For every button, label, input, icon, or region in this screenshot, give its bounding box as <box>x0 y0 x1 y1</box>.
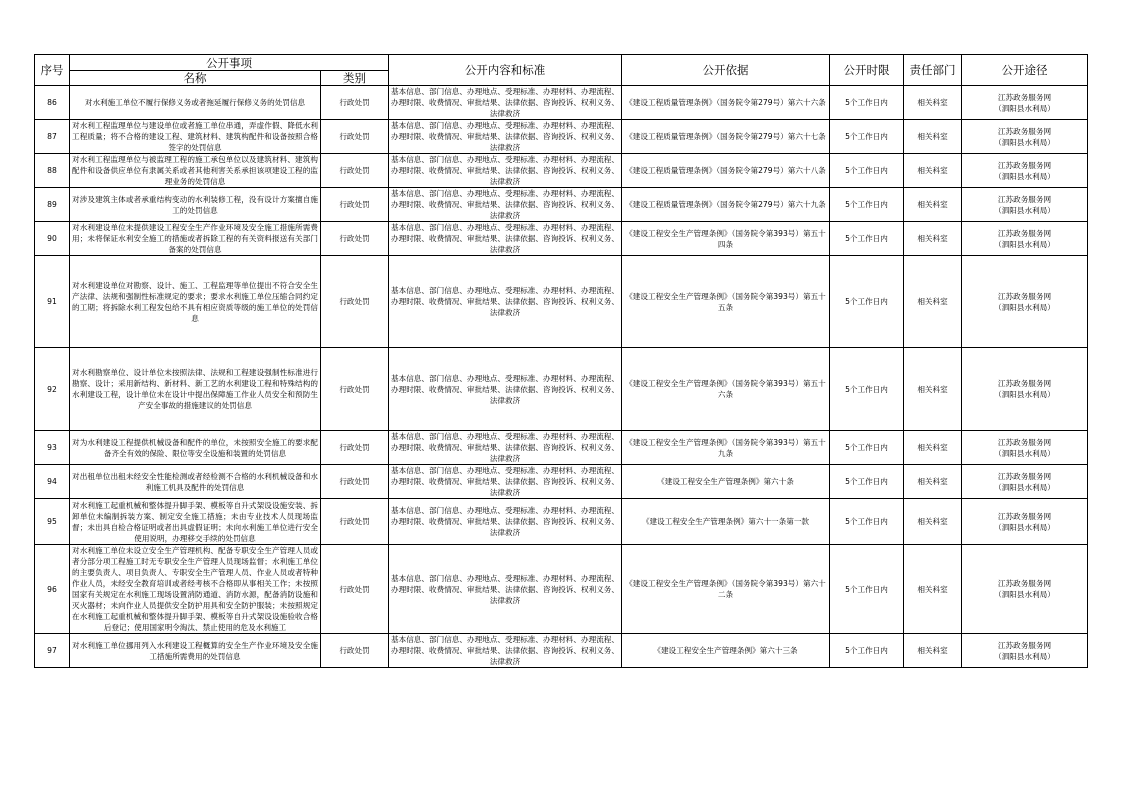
row-channel-agency: （泗阳县水利局） <box>994 390 1055 399</box>
row-channel-site: 江苏政务服务网 <box>997 126 1052 136</box>
row-type: 行政处罚 <box>321 256 389 348</box>
row-time-limit: 5个工作日内 <box>830 188 904 222</box>
row-type: 行政处罚 <box>321 222 389 256</box>
row-seq: 95 <box>35 499 70 545</box>
header-name: 名称 <box>70 71 321 86</box>
row-department: 相关科室 <box>904 465 962 499</box>
table-row <box>35 222 1088 256</box>
row-content <box>389 431 622 465</box>
row-content-text: 基本信息、部门信息、办理地点、受理标准、办理材料、办理流程、办理时限、收费情况、审批结果、法律依据、咨询投诉、权利义务、法律救济 <box>391 635 619 666</box>
row-time-limit: 5个工作日内 <box>830 545 904 634</box>
row-channel <box>962 545 1088 634</box>
row-name <box>70 256 321 348</box>
row-seq: 94 <box>35 465 70 499</box>
row-time-limit: 5个工作日内 <box>830 431 904 465</box>
row-content <box>389 465 622 499</box>
row-name-text: 对水利施工单位不履行保修义务或者拖延履行保修义务的处罚信息 <box>84 98 306 107</box>
row-seq: 86 <box>35 86 70 120</box>
row-type: 行政处罚 <box>321 431 389 465</box>
row-content <box>389 545 622 634</box>
row-channel-agency: （泗阳县水利局） <box>994 651 1055 661</box>
row-channel <box>962 256 1088 348</box>
table-row <box>35 188 1088 222</box>
row-time-limit: 5个工作日内 <box>830 222 904 256</box>
row-name-text: 对水利建设单位对勘察、设计、施工、工程监理等单位提出不符合安全生产法律、法规和强制性标准规定的要求；要求水利施工单位压缩合同约定的工期；将拆除水利工程发包给不具有相应资质等级的施工单位的处罚信息 <box>72 280 318 323</box>
row-channel <box>962 222 1088 256</box>
row-type: 行政处罚 <box>321 499 389 545</box>
row-channel-site: 江苏政务服务网 <box>997 579 1052 588</box>
row-time-limit: 5个工作日内 <box>830 499 904 545</box>
row-time-limit: 5个工作日内 <box>830 86 904 120</box>
row-name-text: 对出租单位出租未经安全性能检测或者经检测不合格的水利机械设备和水利施工机具及配件的处罚信息 <box>72 471 318 492</box>
row-name <box>70 188 321 222</box>
row-name <box>70 86 321 120</box>
row-type: 行政处罚 <box>321 86 389 120</box>
row-time-limit: 5个工作日内 <box>830 154 904 188</box>
row-channel-agency: （泗阳县水利局） <box>994 522 1055 532</box>
row-name <box>70 120 321 154</box>
row-department: 相关科室 <box>904 154 962 188</box>
row-channel-agency: （泗阳县水利局） <box>994 448 1055 458</box>
row-time-limit: 5个工作日内 <box>830 120 904 154</box>
table-header <box>35 55 1088 86</box>
row-department: 相关科室 <box>904 86 962 120</box>
row-content-text: 基本信息、部门信息、办理地点、受理标准、办理材料、办理流程、办理时限、收费情况、审批结果、法律依据、咨询投诉、权利义务、法律救济 <box>391 286 619 317</box>
header-basis: 公开依据 <box>622 55 830 86</box>
row-department: 相关科室 <box>904 222 962 256</box>
row-content-text: 基本信息、部门信息、办理地点、受理标准、办理材料、办理流程、办理时限、收费情况、审批结果、法律依据、咨询投诉、权利义务、法律救济 <box>391 506 619 537</box>
row-channel-site: 江苏政务服务网 <box>997 379 1052 388</box>
header-matter: 公开事项 <box>70 55 389 71</box>
row-content <box>389 154 622 188</box>
row-name <box>70 465 321 499</box>
row-type: 行政处罚 <box>321 188 389 222</box>
row-content-text: 基本信息、部门信息、办理地点、受理标准、办理材料、办理流程、办理时限、收费情况、审批结果、法律依据、咨询投诉、权利义务、法律救济 <box>391 573 619 605</box>
row-name <box>70 222 321 256</box>
row-basis: 《建设工程安全生产管理条例》第六十条 <box>622 465 830 499</box>
row-content-text: 基本信息、部门信息、办理地点、受理标准、办理材料、办理流程、办理时限、收费情况、审批结果、法律依据、咨询投诉、权利义务、法律救济 <box>391 466 619 497</box>
table-row <box>35 256 1088 348</box>
row-time-limit: 5个工作日内 <box>830 634 904 668</box>
row-department: 相关科室 <box>904 499 962 545</box>
row-seq: 88 <box>35 154 70 188</box>
row-content <box>389 256 622 348</box>
disclosure-table <box>34 54 1088 668</box>
row-department: 相关科室 <box>904 431 962 465</box>
row-channel <box>962 499 1088 545</box>
row-channel-site: 江苏政务服务网 <box>997 92 1052 102</box>
table-row <box>35 154 1088 188</box>
row-department: 相关科室 <box>904 120 962 154</box>
row-name-text: 对涉及建筑主体或者承重结构变动的水利装修工程，没有设计方案擅自施工的处罚信息 <box>72 194 318 215</box>
row-channel <box>962 465 1088 499</box>
row-type: 行政处罚 <box>321 348 389 431</box>
row-content-text: 基本信息、部门信息、办理地点、受理标准、办理材料、办理流程、办理时限、收费情况、审批结果、法律依据、咨询投诉、权利义务、法律救济 <box>391 223 619 254</box>
header-channel: 公开途径 <box>962 55 1088 86</box>
row-basis: 《建设工程安全生产管理条例》第六十三条 <box>622 634 830 668</box>
row-time-limit: 5个工作日内 <box>830 256 904 348</box>
row-seq: 89 <box>35 188 70 222</box>
table-row <box>35 120 1088 154</box>
row-basis: 《建设工程质量管理条例》（国务院令第279号）第六十七条 <box>622 120 830 154</box>
row-type: 行政处罚 <box>321 120 389 154</box>
row-name-text: 对水利施工单位未设立安全生产管理机构、配备专职安全生产管理人员或者分部分项工程施工时无专职安全生产管理人员现场监督；水利施工单位的主要负责人、项目负责人、专职安全生产管理人员、作业人员或者特种作业人员，未经安全教育培训或者经考核不合格即从事相关工作；未按照国家有关规定在水利施工现场设置消防通道、消防水源，配备消防设施和灭火器材；未向作业人员提供安全防护用具和安全防护服装；未按照规定在水利施工起重机械和整体提升脚手架、模板等自升式架设设施验收合格后登记；使用国家明令淘汰、禁止使用的危及水利施工 <box>72 546 318 632</box>
row-seq: 91 <box>35 256 70 348</box>
row-name-text: 对水利工程监理单位与被监理工程的施工承包单位以及建筑材料、建筑构配件和设备供应单位有隶属关系或者其他利害关系承担该项建设工程的监理业务的处罚信息 <box>72 155 318 186</box>
row-channel-agency: （泗阳县水利局） <box>994 302 1055 312</box>
row-channel <box>962 431 1088 465</box>
header-department: 责任部门 <box>904 55 962 86</box>
row-channel-agency: （泗阳县水利局） <box>994 590 1055 599</box>
row-channel-site: 江苏政务服务网 <box>997 194 1052 204</box>
table-row <box>35 86 1088 120</box>
table-row <box>35 499 1088 545</box>
row-channel <box>962 154 1088 188</box>
row-channel-site: 江苏政务服务网 <box>997 640 1052 650</box>
table-row <box>35 634 1088 668</box>
row-name-text: 对为水利建设工程提供机械设备和配件的单位，未按照安全施工的要求配备齐全有效的保险、限位等安全设施和装置的处罚信息 <box>72 437 318 458</box>
header-content: 公开内容和标准 <box>389 55 622 86</box>
row-content-text: 基本信息、部门信息、办理地点、受理标准、办理材料、办理流程、办理时限、收费情况、审批结果、法律依据、咨询投诉、权利义务、法律救济 <box>391 155 619 186</box>
row-department: 相关科室 <box>904 348 962 431</box>
row-time-limit: 5个工作日内 <box>830 465 904 499</box>
row-channel <box>962 120 1088 154</box>
table-row <box>35 431 1088 465</box>
row-department: 相关科室 <box>904 545 962 634</box>
row-channel-site: 江苏政务服务网 <box>997 160 1052 170</box>
row-name-text: 对水利建设单位未提供建设工程安全生产作业环境及安全施工措施所需费用；未将保证水利安全施工的措施或者拆除工程的有关资料报送有关部门备案的处罚信息 <box>72 223 318 254</box>
row-content <box>389 348 622 431</box>
row-channel <box>962 348 1088 431</box>
row-name-text: 对水利施工起重机械和整体提升脚手架、模板等自升式架设设施安装、拆卸单位未编制拆装方案、制定安全施工措施；未由专业技术人员现场监督；未出具自检合格证明或者出具虚假证明；未向水利施工单位进行安全使用说明，办理移交手续的处罚信息 <box>72 500 318 543</box>
row-name <box>70 634 321 668</box>
row-content-text: 基本信息、部门信息、办理地点、受理标准、办理材料、办理流程、办理时限、收费情况、审批结果、法律依据、咨询投诉、权利义务、法律救济 <box>391 87 619 118</box>
row-name <box>70 499 321 545</box>
row-channel-agency: （泗阳县水利局） <box>994 137 1055 147</box>
row-channel-agency: （泗阳县水利局） <box>994 171 1055 181</box>
row-basis: 《建设工程安全生产管理条例》（国务院令第393号）第五十九条 <box>622 431 830 465</box>
row-channel-site: 江苏政务服务网 <box>997 291 1052 301</box>
row-name <box>70 431 321 465</box>
row-type: 行政处罚 <box>321 465 389 499</box>
row-basis: 《建设工程安全生产管理条例》（国务院令第393号）第五十四条 <box>622 222 830 256</box>
table-row <box>35 348 1088 431</box>
row-type: 行政处罚 <box>321 154 389 188</box>
row-content-text: 基本信息、部门信息、办理地点、受理标准、办理材料、办理流程、办理时限、收费情况、审批结果、法律依据、咨询投诉、权利义务、法律救济 <box>391 432 619 463</box>
row-seq: 92 <box>35 348 70 431</box>
row-seq: 93 <box>35 431 70 465</box>
row-type: 行政处罚 <box>321 634 389 668</box>
row-seq: 97 <box>35 634 70 668</box>
row-department: 相关科室 <box>904 188 962 222</box>
row-content <box>389 188 622 222</box>
table-row <box>35 545 1088 634</box>
row-content-text: 基本信息、部门信息、办理地点、受理标准、办理材料、办理流程、办理时限、收费情况、审批结果、法律依据、咨询投诉、权利义务、法律救济 <box>391 373 619 405</box>
row-channel <box>962 634 1088 668</box>
header-time-limit: 公开时限 <box>830 55 904 86</box>
row-content <box>389 222 622 256</box>
row-content-text: 基本信息、部门信息、办理地点、受理标准、办理材料、办理流程、办理时限、收费情况、审批结果、法律依据、咨询投诉、权利义务、法律救济 <box>391 121 619 152</box>
row-channel-agency: （泗阳县水利局） <box>994 205 1055 215</box>
row-content <box>389 120 622 154</box>
row-name <box>70 154 321 188</box>
row-seq: 90 <box>35 222 70 256</box>
table-body <box>35 86 1088 668</box>
row-channel-agency: （泗阳县水利局） <box>994 103 1055 113</box>
row-name <box>70 348 321 431</box>
row-seq: 87 <box>35 120 70 154</box>
row-channel-agency: （泗阳县水利局） <box>994 482 1055 492</box>
row-department: 相关科室 <box>904 634 962 668</box>
row-basis: 《建设工程安全生产管理条例》第六十一条第一款 <box>622 499 830 545</box>
row-channel-site: 江苏政务服务网 <box>997 228 1052 238</box>
row-content-text: 基本信息、部门信息、办理地点、受理标准、办理材料、办理流程、办理时限、收费情况、审批结果、法律依据、咨询投诉、权利义务、法律救济 <box>391 189 619 220</box>
row-content <box>389 86 622 120</box>
row-basis: 《建设工程安全生产管理条例》（国务院令第393号）第五十六条 <box>622 348 830 431</box>
row-name-text: 对水利施工单位挪用列入水利建设工程概算的安全生产作业环境及安全施工措施所需费用的处罚信息 <box>72 640 318 661</box>
row-name-text: 对水利勘察单位、设计单位未按照法律、法规和工程建设强制性标准进行勘察、设计；采用新结构、新材料、新工艺的水利建设工程和特殊结构的水利建设工程，设计单位未在设计中提出保障施工作业人员安全和预防生产安全事故的措施建议的处罚信息 <box>72 368 318 410</box>
row-name-text: 对水利工程监理单位与建设单位或者施工单位串通，弄虚作假、降低水利工程质量；将不合格的建设工程、建筑材料、建筑构配件和设备按照合格签字的处罚信息 <box>72 121 318 152</box>
row-basis: 《建设工程质量管理条例》（国务院令第279号）第六十九条 <box>622 188 830 222</box>
row-channel-site: 江苏政务服务网 <box>997 437 1052 447</box>
row-channel-site: 江苏政务服务网 <box>997 471 1052 481</box>
row-basis: 《建设工程质量管理条例》（国务院令第279号）第六十六条 <box>622 86 830 120</box>
row-department: 相关科室 <box>904 256 962 348</box>
row-seq: 96 <box>35 545 70 634</box>
row-type: 行政处罚 <box>321 545 389 634</box>
row-channel <box>962 86 1088 120</box>
row-basis: 《建设工程安全生产管理条例》（国务院令第393号）第五十五条 <box>622 256 830 348</box>
row-content <box>389 634 622 668</box>
row-channel-site: 江苏政务服务网 <box>997 511 1052 521</box>
row-basis: 《建设工程安全生产管理条例》（国务院令第393号）第六十二条 <box>622 545 830 634</box>
row-name <box>70 545 321 634</box>
row-content <box>389 499 622 545</box>
table-row <box>35 465 1088 499</box>
row-time-limit: 5个工作日内 <box>830 348 904 431</box>
header-seq: 序号 <box>35 55 70 86</box>
row-channel-agency: （泗阳县水利局） <box>994 239 1055 249</box>
row-channel <box>962 188 1088 222</box>
header-type: 类别 <box>321 71 389 86</box>
row-basis: 《建设工程质量管理条例》（国务院令第279号）第六十八条 <box>622 154 830 188</box>
